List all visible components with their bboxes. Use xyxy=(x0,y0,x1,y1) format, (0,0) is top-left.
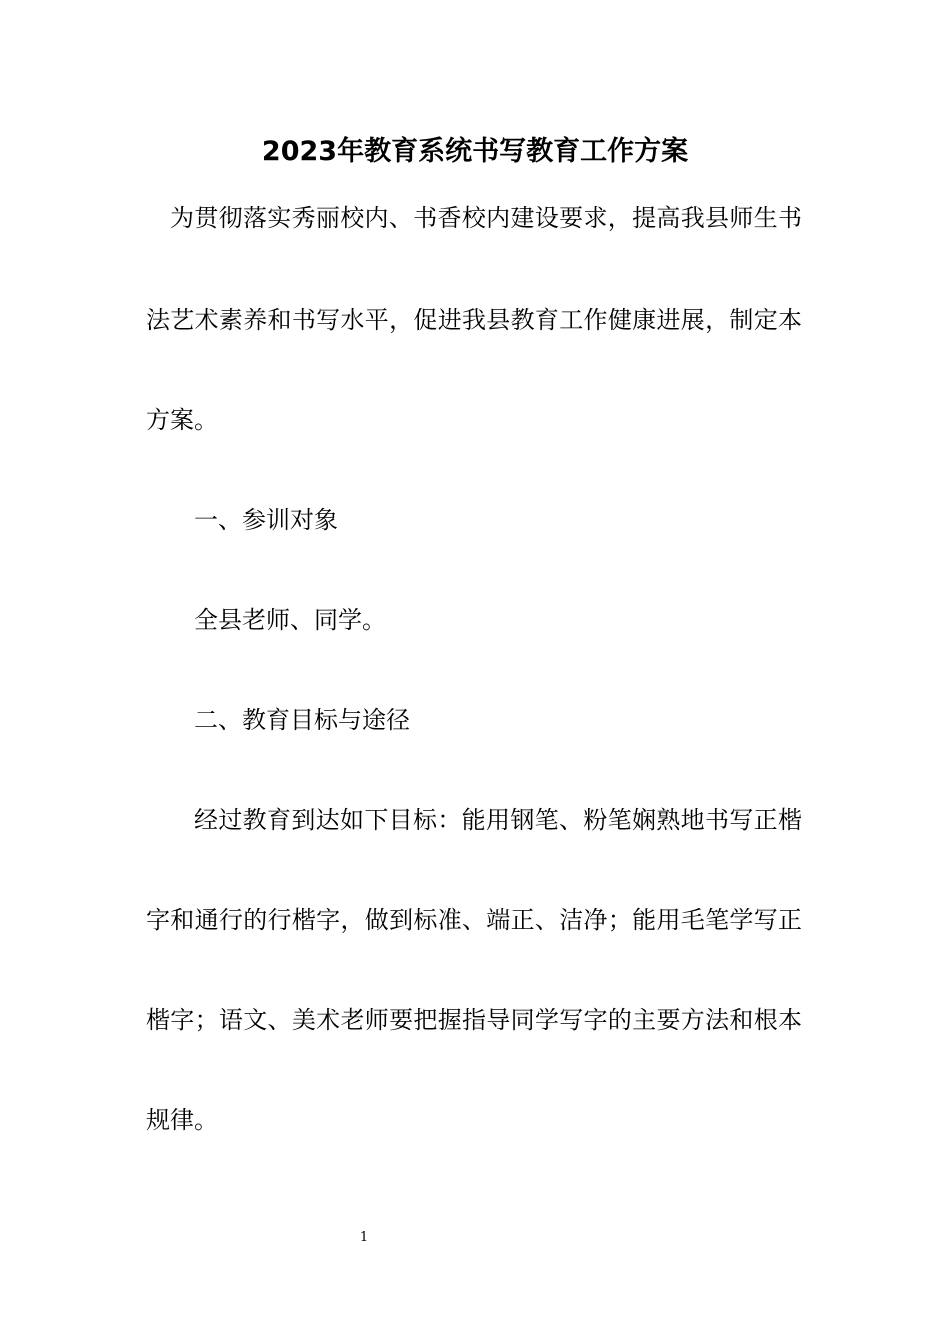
page-number: 1 xyxy=(359,1230,369,1245)
document-title: 2023年教育系统书写教育工作方案 xyxy=(261,136,689,167)
paragraph-participants: 全县老师、同学。 xyxy=(194,606,386,634)
section-heading-participants: 一、参训对象 xyxy=(194,506,338,534)
paragraph-goals-line-3: 楷字；语文、美术老师要把握指导同学写字的主要方法和根本 xyxy=(146,1006,802,1034)
paragraph-goals-line-2: 字和通行的行楷字，做到标准、端正、洁净；能用毛笔学写正 xyxy=(146,906,802,934)
paragraph-intro-line-1: 为贯彻落实秀丽校内、书香校内建设要求，提高我县师生书 xyxy=(170,204,802,232)
paragraph-intro-line-3: 方案。 xyxy=(146,406,218,434)
paragraph-goals-line-4: 规律。 xyxy=(146,1106,218,1134)
section-heading-goals: 二、教育目标与途径 xyxy=(194,706,410,734)
paragraph-intro-line-2: 法艺术素养和书写水平，促进我县教育工作健康进展，制定本 xyxy=(146,306,802,334)
paragraph-goals-line-1: 经过教育到达如下目标：能用钢笔、粉笔娴熟地书写正楷 xyxy=(194,806,802,834)
